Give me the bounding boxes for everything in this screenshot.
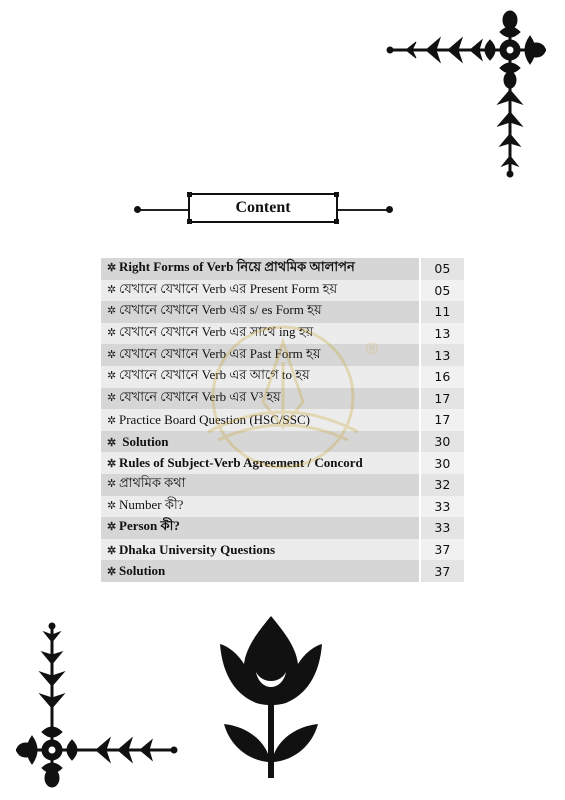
toc-entry-text: Person কী? — [119, 518, 180, 534]
toc-entry-text: যেখানে যেখানে Verb এর s/ es Form হয় — [119, 302, 322, 318]
toc-entry-text: Dhaka University Questions — [119, 541, 276, 557]
toc-entry-text: প্রাথমিক কথা — [119, 475, 186, 491]
toc-entry-text: Number কী? — [119, 496, 184, 512]
bullet-star-icon: ✲ — [107, 566, 117, 579]
toc-entry-label — [101, 496, 420, 518]
bullet-star-icon: ✲ — [107, 327, 117, 340]
toc-entry-label — [101, 280, 420, 302]
toc-row — [101, 258, 464, 280]
toc-entry-page-number: 33 — [420, 517, 464, 539]
toc-entry-label — [101, 366, 420, 388]
toc-entry-label — [101, 560, 420, 582]
heading-rule-left — [138, 209, 190, 211]
toc-entry-page-number: 17 — [420, 409, 464, 431]
toc-row — [101, 496, 464, 518]
bullet-star-icon: ✲ — [107, 391, 117, 404]
bullet-star-icon: ✲ — [107, 499, 117, 512]
toc-entry-label — [101, 301, 420, 323]
toc-entry-page-number: 30 — [420, 452, 464, 474]
toc-entry-page-number: 13 — [420, 323, 464, 345]
bullet-star-icon: ✲ — [107, 414, 117, 427]
toc-entry-page-number: 13 — [420, 344, 464, 366]
heading-rule-dot-right — [386, 206, 393, 213]
toc-entry-text: Solution — [119, 433, 169, 449]
toc-entry-page-number: 33 — [420, 496, 464, 518]
table-of-contents — [101, 258, 464, 582]
heading-rule-right — [338, 209, 390, 211]
bullet-star-icon: ✲ — [107, 283, 117, 296]
toc-entry-text: Practice Board Question (HSC/SSC) — [119, 411, 311, 427]
toc-entry-page-number: 05 — [420, 280, 464, 302]
toc-entry-page-number: 37 — [420, 560, 464, 582]
watermark-registered-mark: ® — [364, 339, 380, 358]
toc-entry-label — [101, 388, 420, 410]
toc-entry-label — [101, 474, 420, 496]
bullet-star-icon: ✲ — [107, 458, 117, 471]
toc-entry-text: যেখানে যেখানে Verb এর V³ হয় — [119, 388, 281, 404]
bullet-star-icon: ✲ — [107, 478, 117, 491]
toc-row — [101, 323, 464, 345]
toc-entry-page-number: 05 — [420, 258, 464, 280]
toc-entry-label — [101, 258, 420, 280]
toc-row — [101, 431, 464, 453]
toc-entry-page-number: 17 — [420, 388, 464, 410]
toc-entry-label — [101, 452, 420, 474]
toc-row — [101, 280, 464, 302]
toc-entry-text: Solution — [119, 563, 166, 579]
ornament-corner-bottom-left-icon — [10, 622, 178, 790]
ornament-corner-top-right-icon — [386, 10, 552, 178]
bullet-star-icon: ✲ — [107, 521, 117, 534]
toc-entry-label — [101, 409, 420, 431]
toc-entry-label — [101, 323, 420, 345]
bullet-star-icon: ✲ — [107, 262, 117, 275]
toc-entry-label — [101, 344, 420, 366]
toc-entry-page-number: 30 — [420, 431, 464, 453]
toc-entry-page-number: 11 — [420, 301, 464, 323]
bullet-star-icon: ✲ — [107, 348, 117, 361]
toc-entry-text: Right Forms of Verb নিয়ে প্রাথমিক আলাপন — [119, 259, 355, 275]
toc-row — [101, 409, 464, 431]
content-heading-group — [134, 190, 394, 230]
toc-entry-page-number: 32 — [420, 474, 464, 496]
toc-row — [101, 517, 464, 539]
bullet-star-icon: ✲ — [107, 305, 117, 318]
toc-row — [101, 388, 464, 410]
toc-entry-text: যেখানে যেখানে Verb এর Present Form হয় — [119, 280, 338, 296]
toc-row — [101, 301, 464, 323]
toc-entry-text: যেখানে যেখানে Verb এর সাথে ing হয় — [119, 324, 314, 340]
toc-row — [101, 560, 464, 582]
toc-entry-text: Rules of Subject-Verb Agreement / Concord — [119, 455, 363, 471]
tulip-icon — [218, 614, 324, 780]
toc-entry-text: যেখানে যেখানে Verb এর Past Form হয় — [119, 345, 321, 361]
toc-row — [101, 344, 464, 366]
toc-row — [101, 452, 464, 474]
content-title-box — [188, 193, 338, 223]
toc-entry-label — [101, 517, 420, 539]
toc-entry-label — [101, 539, 420, 561]
toc-entry-page-number: 16 — [420, 366, 464, 388]
toc-row — [101, 474, 464, 496]
bullet-star-icon: ✲ — [107, 436, 117, 449]
toc-entry-text: যেখানে যেখানে Verb এর আগে to হয় — [119, 367, 310, 383]
bullet-star-icon: ✲ — [107, 544, 117, 557]
toc-entry-label — [101, 431, 420, 453]
page-title: Content — [235, 199, 291, 216]
heading-rule-dot-left — [134, 206, 141, 213]
toc-entry-page-number: 37 — [420, 539, 464, 561]
toc-row — [101, 539, 464, 561]
bullet-star-icon: ✲ — [107, 370, 117, 383]
toc-row — [101, 366, 464, 388]
